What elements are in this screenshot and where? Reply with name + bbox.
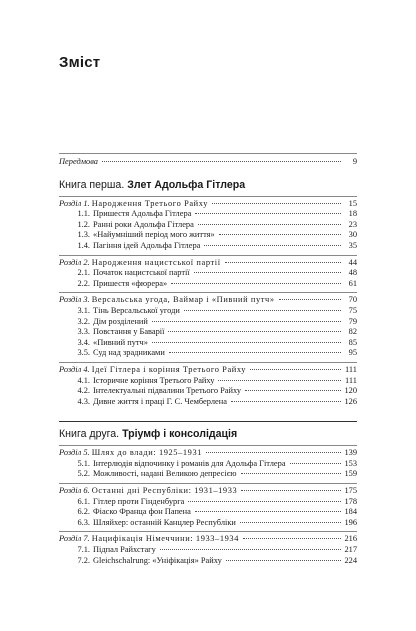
book-heading — [59, 427, 357, 441]
entry-page: 126 — [344, 396, 357, 406]
entry-page: 95 — [348, 348, 357, 358]
leader-dots — [219, 234, 341, 235]
section-rule — [59, 483, 357, 484]
chapter-label: Розділ 3. — [59, 295, 90, 305]
section-title: Інтерлюдія відпочинку і романів для Адольфа Гітлера — [93, 458, 286, 468]
section-rule — [59, 362, 357, 363]
entry-page: 35 — [348, 240, 357, 250]
entry-title — [59, 199, 210, 210]
section-rule — [59, 421, 357, 422]
entry-page: 153 — [344, 458, 357, 468]
section-number: 3.1. — [77, 305, 90, 315]
entry-title — [59, 448, 204, 459]
section-number: 2.1. — [77, 268, 90, 278]
leader-dots — [168, 331, 341, 332]
section-rule — [59, 445, 357, 446]
entry-title — [73, 220, 196, 231]
section-rule — [59, 196, 357, 197]
leader-dots — [184, 310, 341, 311]
entry-page: 75 — [348, 305, 357, 315]
leader-dots — [171, 283, 341, 284]
entry-page: 23 — [348, 219, 357, 229]
section-title: «Пивний путч» — [93, 337, 148, 347]
toc-entry-section[interactable] — [59, 556, 357, 567]
leader-dots — [152, 321, 341, 322]
section-title: Пришестя «фюрера» — [93, 278, 168, 288]
chapter-name: Шлях до влади: 1925–1931 — [91, 448, 203, 458]
section-title: Гітлер проти Гінденбурга — [93, 496, 185, 506]
entry-title — [73, 268, 192, 279]
entry-title — [73, 545, 158, 556]
entry-page: 44 — [348, 257, 357, 267]
section-rule — [59, 153, 357, 154]
section-title: Підпал Райхстагу — [93, 545, 156, 555]
entry-page: 48 — [348, 268, 357, 278]
chapter-label: Розділ 1. — [59, 198, 90, 208]
book-name: Тріумф і консолідація — [122, 428, 238, 441]
toc-entry-section[interactable] — [59, 348, 357, 359]
entry-page: 30 — [348, 230, 357, 240]
chapter-label: Розділ 5. — [59, 448, 90, 458]
section-title: Повстання у Баварії — [93, 327, 165, 337]
toc-entry-section[interactable] — [59, 397, 357, 408]
entry-page: 159 — [344, 469, 357, 479]
leader-dots — [169, 352, 341, 353]
section-title: «Найумніший період мого життя» — [93, 230, 215, 240]
entry-title — [73, 386, 243, 397]
leader-dots — [225, 262, 341, 263]
leader-dots — [206, 452, 341, 453]
toc-entry-chapter[interactable] — [59, 448, 357, 459]
book-name: Злет Адольфа Гітлера — [127, 178, 246, 191]
entry-title — [73, 397, 229, 408]
entry-title — [73, 348, 167, 359]
chapter-name: Ідеї Гітлера і коріння Третього Райху — [91, 364, 247, 374]
entry-title — [73, 518, 238, 529]
toc-entry-section[interactable] — [59, 306, 357, 317]
toc-entry-section[interactable] — [59, 220, 357, 231]
section-number: 7.2. — [77, 555, 90, 565]
section-title: Пришестя Адольфа Гітлера — [93, 209, 192, 219]
entry-page: 217 — [344, 545, 357, 555]
section-title: Тінь Версальської угоди — [93, 305, 180, 315]
entry-page: 61 — [348, 278, 357, 288]
section-number: 6.3. — [77, 517, 90, 527]
chapter-name: Останні дні Республіки: 1931–1933 — [91, 486, 238, 496]
toc-entry-section[interactable] — [59, 268, 357, 279]
toc-entry-section[interactable] — [59, 507, 357, 518]
toc-entry-section[interactable] — [59, 241, 357, 252]
entry-page: 18 — [348, 209, 357, 219]
chapter-label: Розділ 2. — [59, 257, 90, 267]
leader-dots — [231, 401, 341, 402]
entry-page: 70 — [348, 295, 357, 305]
section-number: 6.1. — [77, 496, 90, 506]
entry-title — [73, 279, 169, 290]
leader-dots — [188, 501, 341, 502]
toc-entry-section[interactable] — [59, 518, 357, 529]
entry-page: 82 — [348, 327, 357, 337]
entry-title — [59, 365, 248, 376]
toc-entry-section[interactable] — [59, 338, 357, 349]
chapter-name: Народження нацистської партії — [91, 257, 221, 267]
leader-dots — [102, 161, 341, 162]
toc-entry-front[interactable] — [59, 157, 357, 168]
leader-dots — [198, 224, 341, 225]
section-number: 2.2. — [77, 278, 90, 288]
leader-dots — [241, 490, 341, 491]
section-number: 4.3. — [77, 396, 90, 406]
entry-title: Передмова — [59, 157, 98, 166]
section-number: 4.2. — [77, 386, 90, 396]
entry-title — [73, 230, 217, 241]
section-number: 3.5. — [77, 348, 90, 358]
toc-entry-section[interactable] — [59, 317, 357, 328]
spacer — [59, 168, 357, 178]
entry-page: 224 — [344, 555, 357, 565]
leader-dots — [204, 245, 341, 246]
toc-entry-chapter[interactable] — [59, 199, 357, 210]
section-title: Ранні роки Адольфа Гітлера — [93, 219, 194, 229]
entry-title — [73, 376, 216, 387]
chapter-label: Розділ 4. — [59, 364, 90, 374]
section-number: 3.3. — [77, 327, 90, 337]
leader-dots — [152, 342, 341, 343]
entry-title — [59, 295, 277, 306]
entry-page: 120 — [344, 386, 357, 396]
entry-page: 178 — [344, 496, 357, 506]
entry-page: 139 — [344, 448, 357, 458]
entry-title — [73, 459, 288, 470]
section-number: 3.4. — [77, 337, 90, 347]
section-number: 3.2. — [77, 316, 90, 326]
spacer — [59, 441, 357, 443]
section-title: Дім розділений — [93, 316, 148, 326]
toc-entry-section[interactable] — [59, 545, 357, 556]
leader-dots — [240, 522, 341, 523]
section-number: 6.2. — [77, 507, 90, 517]
leader-dots — [194, 272, 341, 273]
section-title: Початок нацистської партії — [93, 268, 190, 278]
leader-dots — [160, 549, 341, 550]
entry-page: 15 — [348, 198, 357, 208]
entry-page: 111 — [345, 364, 357, 374]
toc-entry-chapter[interactable] — [59, 295, 357, 306]
entry-page: 175 — [344, 486, 357, 496]
toc-entry-chapter[interactable] — [59, 258, 357, 269]
toc-entry-chapter[interactable] — [59, 534, 357, 545]
section-rule — [59, 255, 357, 256]
toc-entry-section[interactable] — [59, 209, 357, 220]
chapter-name: Народження Третього Райху — [91, 198, 208, 208]
section-number: 5.1. — [77, 458, 90, 468]
entry-title — [73, 317, 150, 328]
section-number: 4.1. — [77, 375, 90, 385]
leader-dots — [195, 213, 341, 214]
leader-dots — [195, 511, 341, 512]
chapter-name: Нацифікація Німеччини: 1933–1934 — [91, 534, 239, 544]
entry-title — [73, 497, 186, 508]
section-title: Інтелектуальні підвалини Третього Райху — [93, 386, 242, 396]
entry-title — [73, 469, 239, 480]
spacer — [59, 407, 357, 421]
entry-title — [59, 486, 239, 497]
page-title: Зміст — [59, 54, 101, 71]
leader-dots — [279, 299, 341, 300]
entry-title — [59, 534, 241, 545]
section-number: 1.3. — [77, 230, 90, 240]
leader-dots — [250, 369, 341, 370]
table-of-contents — [59, 153, 357, 566]
section-number: 1.4. — [77, 240, 90, 250]
section-number: 1.1. — [77, 209, 90, 219]
section-number: 1.2. — [77, 219, 90, 229]
section-number: 5.2. — [77, 469, 90, 479]
leader-dots — [243, 538, 341, 539]
entry-title — [73, 209, 193, 220]
book-heading — [59, 178, 357, 192]
section-title: Шляйхер: останній Канцлер Республіки — [93, 517, 236, 527]
entry-title — [73, 327, 166, 338]
entry-title — [59, 258, 223, 269]
entry-page: 196 — [344, 517, 357, 527]
chapter-label: Розділ 6. — [59, 486, 90, 496]
entry-page: 111 — [345, 375, 357, 385]
book-label: Книга перша. — [59, 178, 125, 191]
toc-entry-section[interactable] — [59, 230, 357, 241]
toc-entry-section[interactable] — [59, 376, 357, 387]
entry-title — [73, 241, 202, 252]
entry-title — [73, 507, 193, 518]
toc-entry-section[interactable] — [59, 386, 357, 397]
leader-dots — [241, 473, 341, 474]
entry-page: 9 — [352, 157, 357, 166]
entry-page: 216 — [344, 534, 357, 544]
section-title: Історичне коріння Третього Райху — [93, 375, 215, 385]
toc-entry-section[interactable] — [59, 469, 357, 480]
toc-entry-chapter[interactable] — [59, 486, 357, 497]
section-title: Gleichschalrung: «Уніфікація» Райху — [93, 555, 222, 565]
leader-dots — [218, 380, 341, 381]
leader-dots — [290, 463, 341, 464]
section-rule — [59, 292, 357, 293]
chapter-label: Розділ 7. — [59, 534, 90, 544]
entry-title — [73, 306, 182, 317]
spacer — [59, 192, 357, 194]
section-number: 7.1. — [77, 545, 90, 555]
toc-entry-chapter[interactable] — [59, 365, 357, 376]
leader-dots — [212, 203, 341, 204]
book-label: Книга друга. — [59, 428, 120, 441]
toc-entry-section[interactable] — [59, 459, 357, 470]
entry-page: 79 — [348, 316, 357, 326]
entry-page: 184 — [344, 507, 357, 517]
chapter-name: Версальська угода, Ваймар і «Пивний путч» — [91, 295, 275, 305]
leader-dots — [226, 560, 341, 561]
toc-entry-section[interactable] — [59, 279, 357, 290]
section-title: Суд над зрадниками — [93, 348, 165, 358]
toc-entry-section[interactable] — [59, 497, 357, 508]
entry-title — [73, 556, 224, 567]
section-title: Можливості, надані Великою депресією — [93, 469, 237, 479]
toc-entry-section[interactable] — [59, 327, 357, 338]
entry-page: 85 — [348, 337, 357, 347]
section-title: Фіаско Франца фон Папена — [93, 507, 191, 517]
section-title: Пагіння ідей Адольфа Гітлера — [93, 240, 201, 250]
section-title: Дивне життя і праці Г. С. Чемберлена — [93, 396, 227, 406]
leader-dots — [245, 390, 341, 391]
entry-title — [73, 338, 150, 349]
section-rule — [59, 531, 357, 532]
